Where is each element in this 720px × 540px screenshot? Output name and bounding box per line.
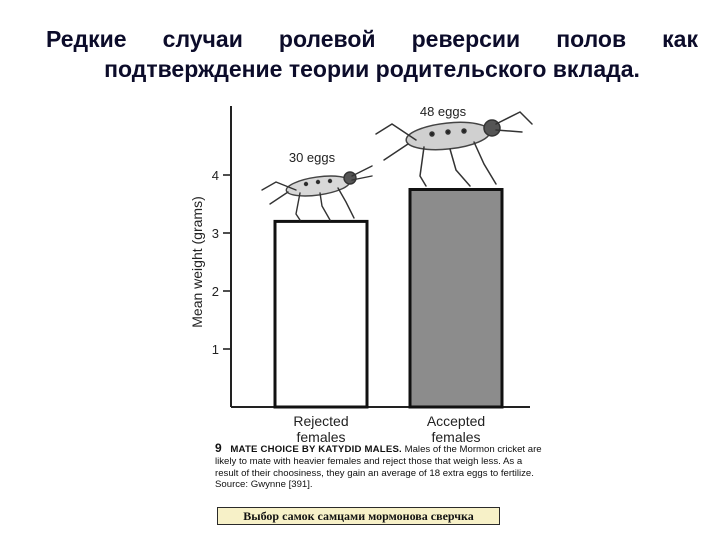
- y-tick-label: 1: [211, 342, 219, 357]
- caption-text: Males of the Mormon cricket are likely to mate with heavier females and reject those that weigh less. As a result of their choosiness, they gain an average of 18 extra eggs to fertilize. Source: Gwynne [391].: [215, 444, 542, 491]
- title-line-2: подтверждение теории родительского вклада.: [104, 56, 640, 82]
- bar-accepted: [410, 190, 502, 408]
- egg-count-annotation: 48 eggs: [419, 104, 467, 119]
- y-axis-label: Mean weight (grams): [189, 196, 205, 328]
- chart-x-labels: [293, 413, 485, 445]
- caption-number: 9: [215, 441, 222, 455]
- x-category-label: Accepted females: [426, 413, 486, 445]
- credit-label: Выбор самок самцами мормонова сверчка: [217, 507, 500, 525]
- egg-count-annotation: 30 eggs: [288, 150, 336, 165]
- y-tick-label: 4: [211, 168, 219, 183]
- x-category-label: Rejected females: [293, 413, 349, 445]
- figure-caption: [215, 443, 545, 491]
- chart-bars: [275, 190, 502, 408]
- caption-heading: MATE CHOICE BY KATYDID MALES.: [230, 444, 402, 455]
- title-line-1: Редкие случаи ролевой реверсии полов как: [46, 26, 698, 52]
- cricket-icon-small: [262, 166, 372, 220]
- bar-rejected: [275, 221, 367, 407]
- y-tick-label: 3: [211, 226, 219, 241]
- cricket-icon-large: [376, 112, 532, 186]
- chart-y-ticks: [212, 168, 231, 357]
- y-tick-label: 2: [211, 284, 219, 299]
